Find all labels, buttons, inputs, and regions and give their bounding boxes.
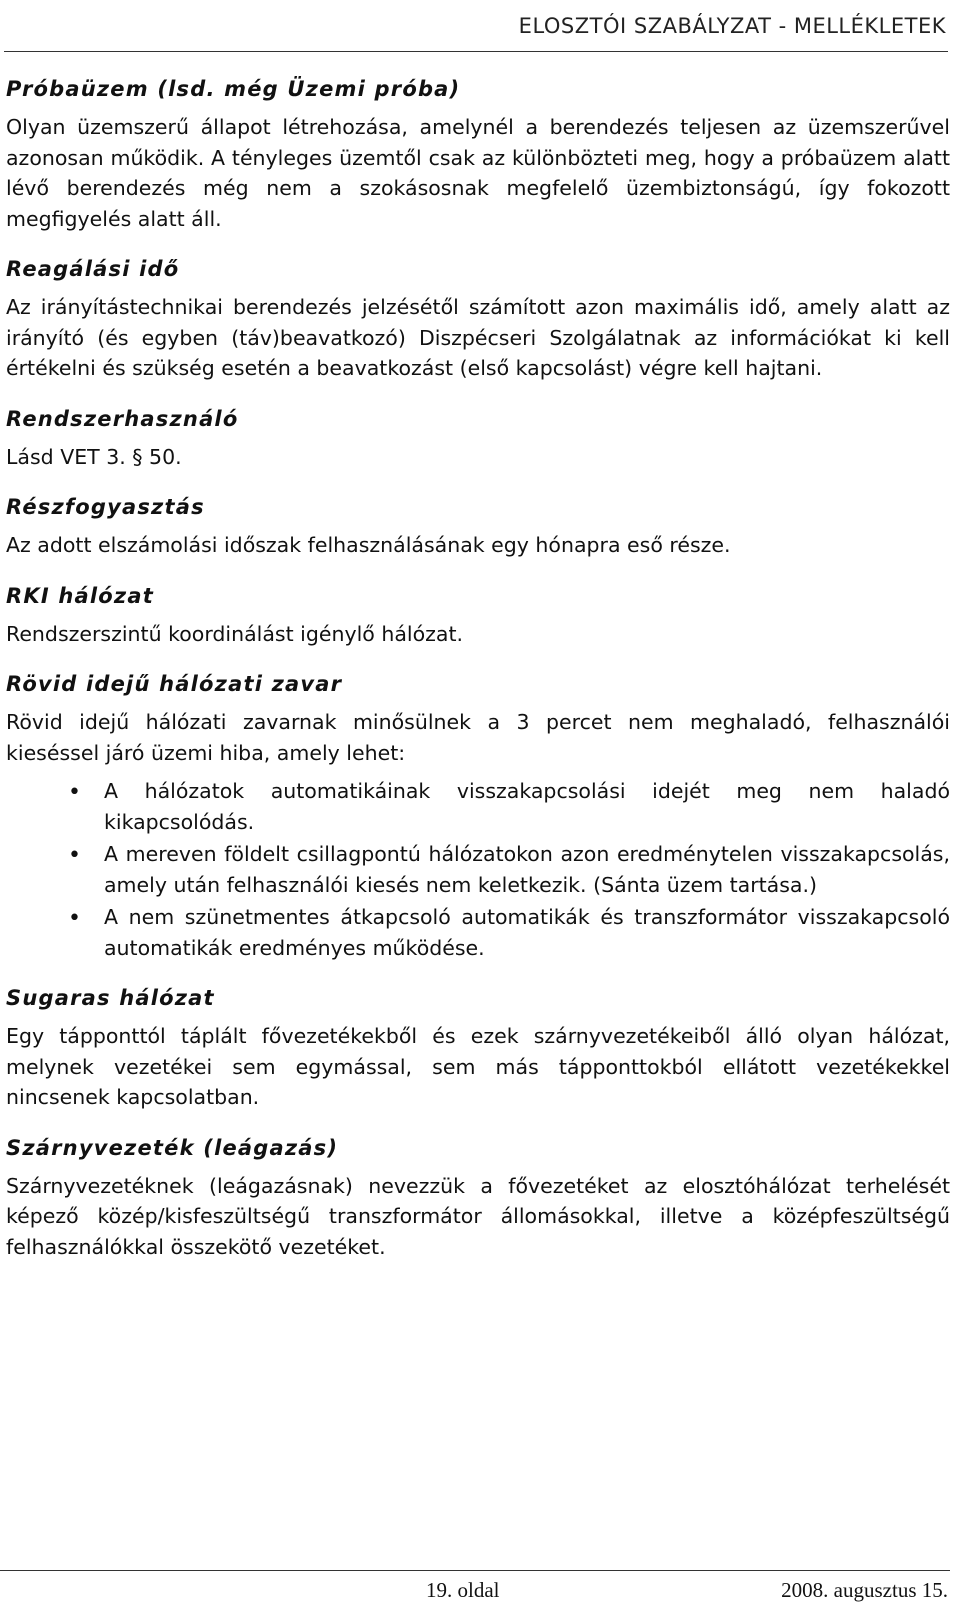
bullet-icon: • (68, 843, 81, 868)
document-body (6, 74, 950, 1282)
term-heading: Részfogyasztás (6, 495, 205, 519)
term-heading: Szárnyvezeték (leágazás) (6, 1135, 339, 1160)
entry-rendszerhasznalo (6, 404, 950, 473)
entry-szarnyvezetek (6, 1133, 950, 1263)
term-definition: Egy tápponttól táplált fővezetékekből és ezek szárnyvezetékeiből álló olyan hálózat, melynek vezetékei sem egymással, sem más tápponttokból ellátott vezetékekkel nincsenek kapcsolatban. (6, 1024, 950, 1109)
term-heading: Reagálási idő (6, 257, 180, 281)
term-definition: Rövid idejű hálózati zavarnak minősülnek a 3 percet nem meghaladó, felhasználói kieséssel járó üzemi hiba, amely lehet: (6, 710, 950, 765)
bullet-list (6, 776, 950, 963)
entry-rovid-ideju-zavar (6, 669, 950, 963)
entry-probauzem (6, 74, 950, 234)
entry-reszfogyasztas (6, 492, 950, 561)
document-date: 2008. augusztus 15. (781, 1578, 948, 1602)
term-heading: RKI hálózat (6, 583, 154, 608)
footer-divider (0, 1570, 950, 1571)
header-divider (4, 51, 948, 52)
term-definition: Szárnyvezetéknek (leágazásnak) nevezzük a fővezetéket az elosztóhálózat terhelését képező közép/kisfeszültségű transzformátor állomásokkal, illetve a középfeszültségű felhasználókkal összekötő vezetéket. (6, 1173, 950, 1259)
term-definition: Olyan üzemszerű állapot létrehozása, amelynél a berendezés teljesen az üzemszerűvel azonosan működik. A tényleges üzemtől csak az különbözteti meg, hogy a próbaüzem alatt lévő berendezés még nem a szokásosnak megfelelő üzembiztonságú, így fokozott megfigyelés alatt áll. (6, 115, 950, 231)
page-number: 19. oldal (426, 1578, 500, 1602)
term-heading: Rendszerhasználó (6, 406, 239, 431)
list-item-text: A nem szünetmentes átkapcsoló automatikák és transzformátor visszakapcsoló automatikák eredményes működése. (104, 905, 950, 960)
term-definition: Az adott elszámolási időszak felhasználásának egy hónapra eső része. (6, 533, 731, 557)
term-heading: Sugaras hálózat (6, 986, 215, 1010)
entry-rki-halozat (6, 581, 950, 650)
bullet-icon: • (68, 906, 81, 931)
entry-sugaras-halozat (6, 983, 950, 1113)
list-item (6, 839, 950, 900)
page-header: ELOSZTÓI SZABÁLYZAT - MELLÉKLETEK (518, 14, 946, 38)
bullet-icon: • (68, 780, 81, 805)
list-item-text: A hálózatok automatikáinak visszakapcsolási idejét meg nem haladó kikapcsolódás. (104, 779, 950, 834)
entry-reagalasi-ido (6, 254, 950, 384)
term-definition: Lásd VET 3. § 50. (6, 444, 182, 469)
list-item (6, 902, 950, 963)
term-heading: Próbaüzem (lsd. még Üzemi próba) (6, 77, 461, 101)
term-definition: Az irányítástechnikai berendezés jelzésétől számított azon maximális idő, amely alatt az irányító (és egyben (táv)beavatkozó) Diszpécseri Szolgálatnak az információkat ki kell értékelni és szükség esetén a beavatkozást (első kapcsolást) végre kell hajtani. (6, 295, 950, 380)
term-definition: Rendszerszintű koordinálást igénylő hálózat. (6, 621, 464, 646)
term-heading: Rövid idejű hálózati zavar (6, 672, 343, 696)
list-item (6, 776, 950, 837)
list-item-text: A mereven földelt csillagpontú hálózatokon azon eredménytelen visszakapcsolás, amely után felhasználói kiesés nem keletkezik. (Sánta üzem tartása.) (104, 842, 950, 897)
